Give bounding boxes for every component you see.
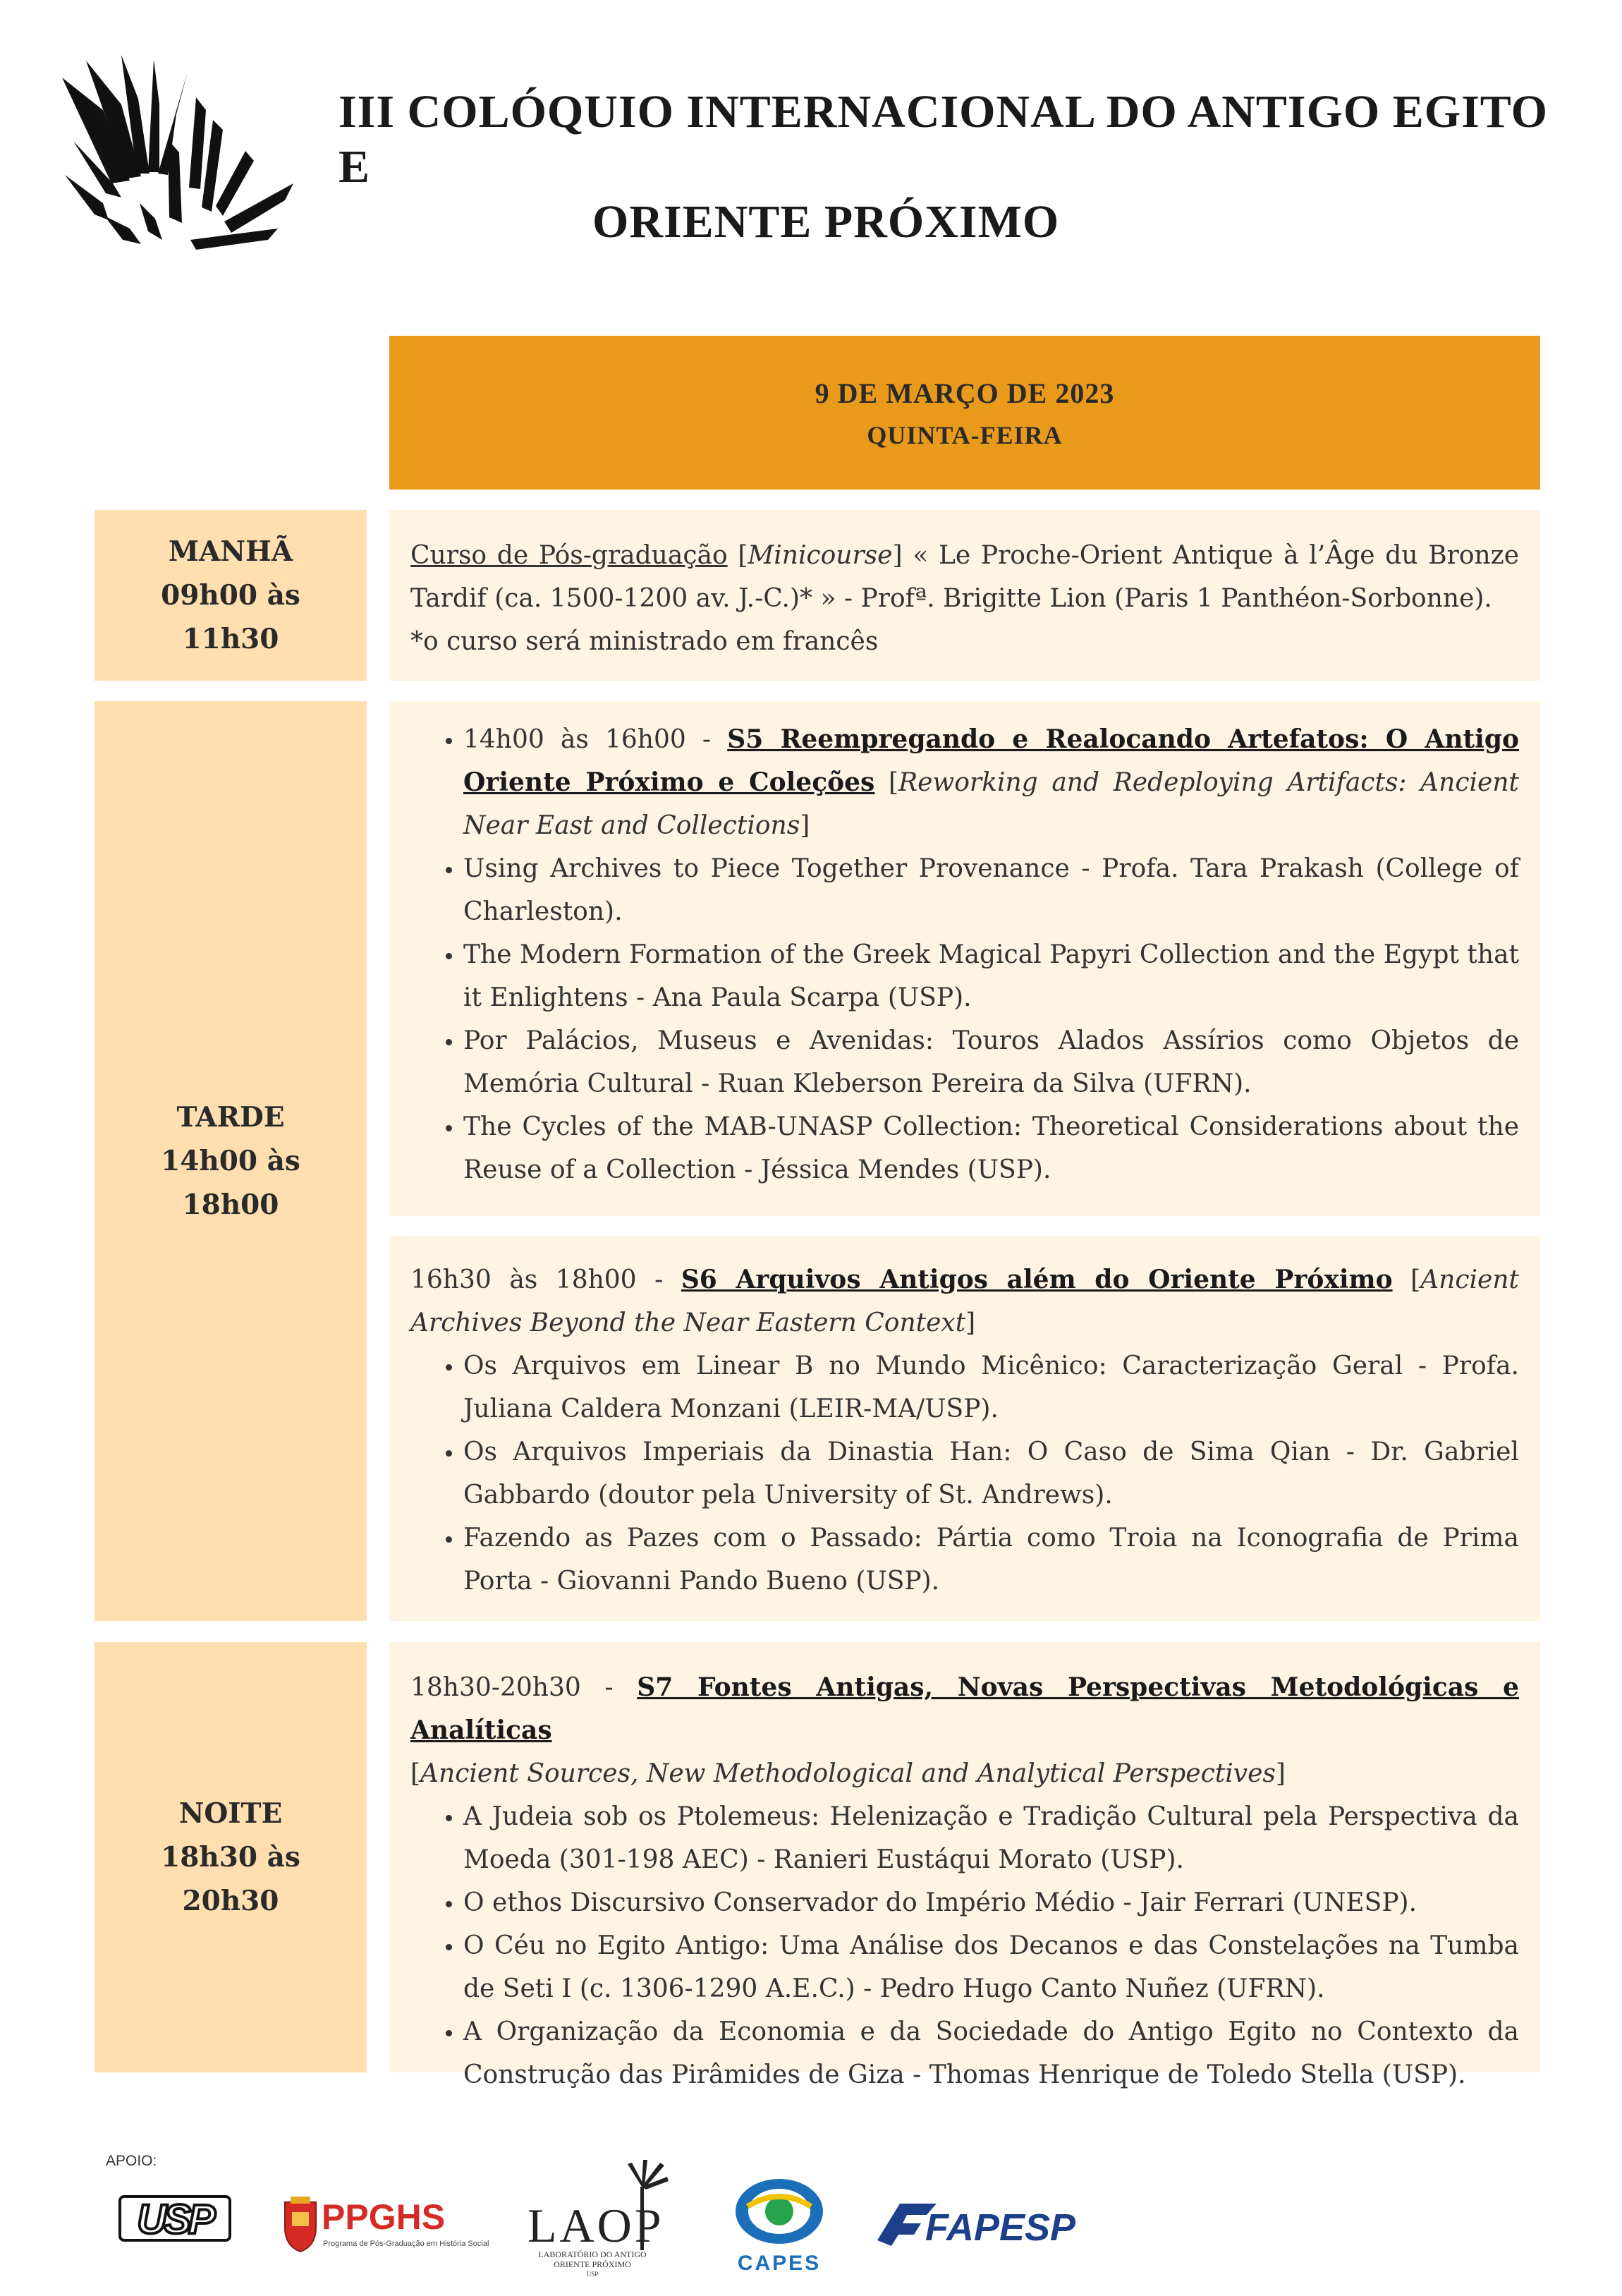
date-banner [389, 336, 1540, 490]
s5-title[interactable]: S5 Reempregando e Realocando Artefatos: O Antigo Oriente Próximo e Coleções [463, 724, 1520, 797]
ppghs-logo-text: PPGHS [322, 2197, 446, 2237]
period-evening-start: 18h30 às [161, 1841, 300, 1873]
list-item: • Using Archives to Piece Together Provenance - Profa. Tara Prakash (College of Charleston). [463, 847, 1519, 933]
event-date: 9 DE MARÇO DE 2023 [815, 377, 1115, 409]
usp-logo-text: USP [137, 2197, 213, 2242]
course-description [410, 534, 1519, 620]
bracket: [ [1392, 1265, 1421, 1294]
bracket: [ [727, 541, 748, 570]
minicourse-label: Minicourse [748, 541, 893, 570]
fapesp-logo [874, 2199, 1079, 2249]
s6-title[interactable]: S6 Arquivos Antigos além do Oriente Próximo [681, 1265, 1393, 1294]
period-morning-label: MANHÃ [168, 535, 293, 568]
s6-time: 16h30 às 18h00 - [410, 1265, 681, 1294]
list-item: • Por Palácios, Museus e Avenidas: Touros Alados Assírios como Objetos de Memória Cultural - Ruan Kleberson Pereira da Silva (UFRN). [463, 1019, 1519, 1105]
course-text: ] « Le Proche-Orient Antique à l’Âge du Bronze Tardif (ca. 1500-1200 av. J.-C.)* » - Profª. Brigitte Lion (Paris 1 Panthéon-Sorbonne). [410, 541, 1519, 613]
colloquium-logo [62, 55, 302, 260]
list-item: • Fazendo as Pazes com o Passado: Pártia como Troia na Iconografia de Prima Porta - Giovanni Pando Bueno (USP). [463, 1517, 1519, 1603]
bracket: ] [800, 811, 810, 840]
list-item: • Os Arquivos Imperiais da Dinastia Han: O Caso de Sima Qian - Dr. Gabriel Gabbardo (doutor pela University of St. Andrews). [463, 1431, 1519, 1517]
page-title [296, 85, 1566, 250]
capes-logo-text: CAPES [737, 2252, 822, 2275]
s7-time: 18h30-20h30 - [410, 1673, 638, 1702]
list-item: • The Cycles of the MAB-UNASP Collection: Theoretical Considerations about the Reuse of a Collection - Jéssica Mendes (USP). [463, 1105, 1519, 1191]
s7-title[interactable]: S7 Fontes Antigas, Novas Perspectivas Metodológicas e Analíticas [410, 1672, 1519, 1745]
ppghs-crest-icon [285, 2197, 316, 2252]
bracket: ] [1275, 1759, 1286, 1788]
list-item: • The Modern Formation of the Greek Magical Papyri Collection and the Egypt that it Enlightens - Ana Paula Scarpa (USP). [463, 933, 1519, 1019]
period-morning-start: 09h00 às [161, 579, 300, 612]
period-morning [94, 510, 367, 681]
ppghs-subtitle: Programa de Pós-Graduação em História Social [323, 2240, 489, 2248]
period-afternoon-end: 18h00 [182, 1189, 279, 1221]
bracket: [ [874, 768, 899, 797]
list-item: • O Céu no Egito Antigo: Uma Análise dos Decanos e das Constelações na Tumba de Seti I (c. 1306-1290 A.E.C.) - Pedro Hugo Canto Nuñez (UFRN). [463, 1924, 1519, 2010]
bracket: [ [410, 1759, 421, 1788]
laop-subtitle-3: USP [586, 2271, 599, 2278]
bracket: ] [965, 1308, 976, 1337]
title-line-2: ORIENTE PRÓXIMO [592, 196, 1060, 248]
period-morning-end: 11h30 [182, 623, 279, 655]
s5-heading [463, 718, 1519, 847]
capes-eye-icon [736, 2179, 823, 2244]
s5-list [410, 718, 1519, 1191]
laop-subtitle-1: LABORATÓRIO DO ANTIGO [538, 2249, 647, 2259]
laop-logo-text: LAOP [528, 2199, 664, 2252]
support-label: APOIO: [106, 2153, 157, 2169]
s6-english-title: Ancient Archives Beyond the Near Eastern Context [410, 1265, 1520, 1337]
s6-heading [410, 1258, 1519, 1344]
period-evening-end: 20h30 [182, 1885, 279, 1917]
list-item: • O ethos Discursivo Conservador do Império Médio - Jair Ferrari (UNESP). [463, 1881, 1519, 1924]
s6-list [410, 1344, 1519, 1603]
s5-english-title: Reworking and Redeploying Artifacts: Ancient Near East and Collections [463, 768, 1519, 840]
list-item: • A Judeia sob os Ptolemeus: Helenização e Tradição Cultural pela Perspectiva da Moeda (301-198 AEC) - Ranieri Eustáqui Morato (USP). [463, 1795, 1519, 1881]
morning-session [389, 510, 1540, 681]
capes-logo [726, 2173, 832, 2278]
period-afternoon-start: 14h00 às [161, 1145, 300, 1177]
course-note: *o curso será ministrado em francês [410, 627, 879, 656]
list-item: • Os Arquivos em Linear B no Mundo Micênico: Caracterização Geral - Profa. Juliana Caldera Monzani (LEIR-MA/USP). [463, 1344, 1519, 1431]
period-evening-label: NOITE [178, 1797, 283, 1830]
ppghs-logo [281, 2192, 489, 2256]
s7-english [410, 1752, 1519, 1795]
session-s5 [389, 701, 1540, 1216]
period-afternoon-label: TARDE [176, 1101, 285, 1134]
s7-heading [410, 1666, 1519, 1752]
s7-english-title: Ancient Sources, New Methodological and Analytical Perspectives [420, 1759, 1276, 1788]
session-s6 [389, 1236, 1540, 1621]
course-link[interactable]: Curso de Pós-graduação [410, 541, 728, 570]
event-weekday: QUINTA-FEIRA [867, 421, 1063, 449]
period-afternoon [94, 701, 367, 1621]
list-item: • A Organização da Economia e da Sociedade do Antigo Egito no Contexto da Construção das Pirâmides de Giza - Thomas Henrique de Toledo Stella (USP). [463, 2010, 1519, 2096]
usp-logo [118, 2194, 231, 2243]
title-line-1: III COLÓQUIO INTERNACIONAL DO ANTIGO EGITO E [339, 86, 1548, 193]
s5-time: 14h00 às 16h00 - [463, 725, 728, 754]
s7-list [410, 1795, 1519, 2096]
laop-subtitle-2: ORIENTE PRÓXIMO [554, 2259, 631, 2269]
fapesp-logo-text: FAPESP [925, 2206, 1076, 2249]
period-evening [94, 1642, 367, 2072]
session-s7 [389, 1642, 1540, 2089]
laop-logo [522, 2158, 684, 2278]
